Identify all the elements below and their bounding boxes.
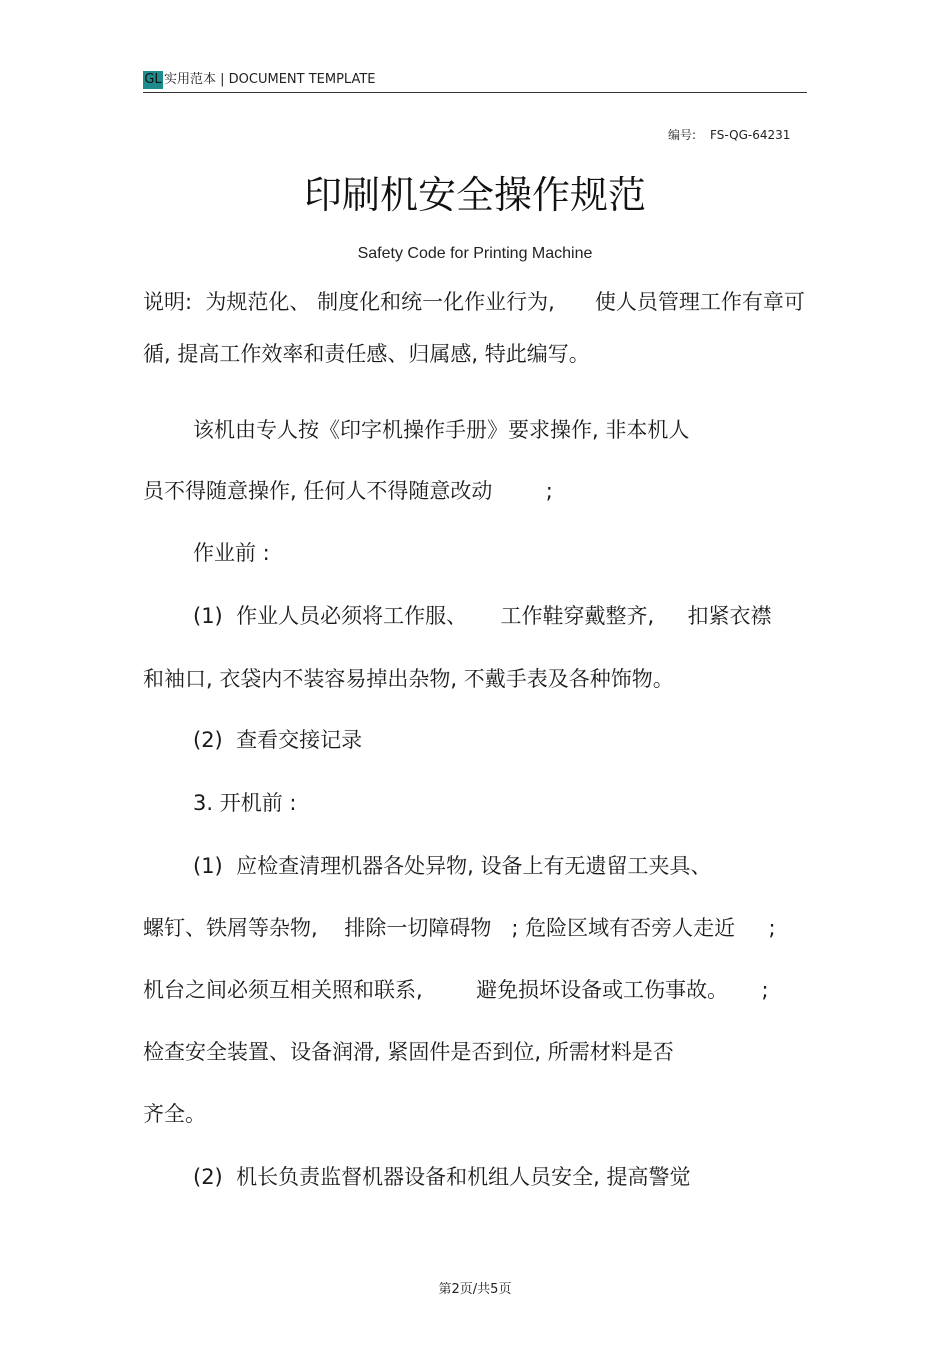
body-line: (2) 机长负责监督机器设备和机组人员安全, 提高警觉 [193,1165,691,1189]
document-number [668,126,790,143]
page-footer: 第2页/共5页 [438,1282,512,1297]
body-line: 员不得随意操作, 任何人不得随意改动 ; [143,479,553,503]
body-line: 作业前 : [193,541,270,565]
body-line: (1) 作业人员必须将工作服、 工作鞋穿戴整齐, 扣紧衣襟 [193,604,772,628]
body-line: 检查安全装置、设备润滑, 紧固件是否到位, 所需材料是否 [143,1040,674,1064]
logo: GL [144,72,162,87]
body-line: 机台之间必须互相关照和联系, 避免损坏设备或工伤事故。 ; [143,978,769,1002]
document-subtitle: Safety Code for Printing Machine [357,245,593,262]
page-header [143,70,807,93]
document-title: 印刷机安全操作规范 [303,173,646,217]
body-line: 循, 提高工作效率和责任感、归属感, 特此编写。 [143,342,590,366]
body-line: (1) 应检查清理机器各处异物, 设备上有无遗留工夹具、 [193,854,712,878]
body-line: (2) 查看交接记录 [193,728,363,752]
body-line: 3. 开机前 : [193,791,297,815]
body-line: 和袖口, 衣袋内不装容易掉出杂物, 不戴手表及各种饰物。 [143,667,674,691]
body-line: 该机由专人按《印字机操作手册》要求操作, 非本机人 [193,418,690,442]
header-text: 实用范本 | DOCUMENT TEMPLATE [164,72,376,87]
document-number-label: 编号: [668,128,697,142]
body-line: 螺钉、铁屑等杂物, 排除一切障碍物 ; 危险区域有否旁人走近 ; [143,916,776,940]
body-line: 齐全。 [143,1102,206,1126]
body-line: 说明: 为规范化、 制度化和统一化作业行为, 使人员管理工作有章可 [143,290,805,314]
document-number-value: FS-QG-64231 [710,128,791,142]
